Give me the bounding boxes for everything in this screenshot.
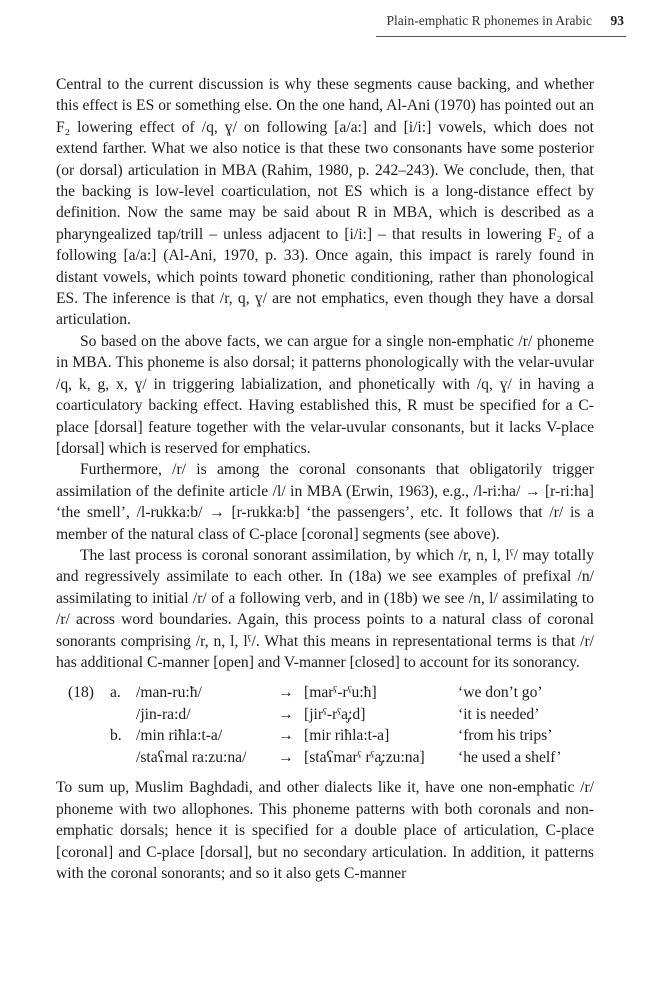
example-row bbox=[56, 682, 594, 704]
example-output: [mir riħla:t-a] bbox=[304, 727, 390, 745]
example-gloss: ‘it is needed’ bbox=[458, 705, 540, 723]
page-number: 93 bbox=[610, 13, 624, 28]
example-row bbox=[56, 704, 594, 726]
example-input: /min riħla:t-a/ bbox=[136, 727, 223, 745]
example-input: /jin-ra:d/ bbox=[136, 705, 191, 723]
example-gloss: ‘we don’t go’ bbox=[458, 684, 543, 702]
paragraph-1: Central to the current discussion is why these segments cause backing, and whether this effect is ES or something else. On the one hand, Al-Ani (1970) has pointed out an F₂ lowering effect of /q, ɣ/ on following [a/a:] and [i/i:] vowels, which does not extend farther. What we also notice is that these two consonants have some posterior (or dorsal) articulation in MBA (Rahim, 1980, p. 242–243). We conclude, then, that the backing is low-level coarticulation, not ES which is a long-distance effect by definition. Now the same may be said about R in MBA, which is described as a pharyngealized tap/trill – unless adjacent to [i/i:] – that results in lowering F₂ of a following [a/a:] (Al-Ani, 1970, p. 33). Once again, this impact is rarely found in distant vowels, which points toward phonetic conditioning, rather than phonological ES. The inference is that /r, q, ɣ/ are not emphatics, even though they have a dorsal articulation. bbox=[56, 76, 594, 329]
example-letter: b. bbox=[110, 727, 122, 745]
example-row bbox=[56, 725, 594, 747]
example-number: (18) bbox=[68, 684, 94, 702]
arrow-icon: → bbox=[278, 748, 294, 766]
example-input: /staʕmal ra:zu:na/ bbox=[136, 748, 247, 766]
paragraph-3: Furthermore, /r/ is among the coronal consonants that obligatorily trigger assimilation of the definite article /l/ in MBA (Erwin, 1963), e.g., /l-ri:ha/ → [r-ri:ha] ‘the smell’, /l-rukka:b/ → [r-rukka:b] ‘the passengers’, etc. It follows that /r/ is a member of the natural class of C-place [coronal] segments (see above). bbox=[56, 461, 594, 543]
example-output: [staʕmarˤ rˤa̡:zu:na] bbox=[304, 748, 425, 766]
example-input: /man-ru:ħ/ bbox=[136, 684, 202, 702]
example-18 bbox=[56, 682, 594, 769]
arrow-icon: → bbox=[278, 705, 294, 723]
paragraph-5: To sum up, Muslim Baghdadi, and other dialects like it, have one non-emphatic /r/ phoneme with two allophones. This phoneme patterns with both coronals and non-emphatic dorsals; hence it is specified for a double place of articulation, C-place [coronal] and C-place [dorsal], but no secondary articulation. In addition, it patterns with the coronal sonorants; and so it also gets C-manner bbox=[56, 779, 594, 882]
paragraph-4: The last process is coronal sonorant assimilation, by which /r, n, l, lˤ/ may totally and regressively assimilate to each other. In (18a) we see examples of prefixal /n/ assimilating to initial /r/ of a following verb, and in (18b) we see /n, l/ assimilating to /r/ across word boundaries. Again, this process points to a natural class of coronal sonorants comprising /r, n, l, lˤ/. What this means in representational terms is that /r/ has additional C-manner [open] and V-manner [closed] to account for its sonorancy. bbox=[56, 546, 594, 671]
example-output: [jirˤ-rˤa̡:d] bbox=[304, 705, 366, 723]
arrow-icon: → bbox=[278, 684, 294, 702]
example-letter: a. bbox=[110, 684, 121, 702]
example-output: [marˤ-rˤu:ħ] bbox=[304, 684, 377, 702]
example-gloss: ‘from his trips’ bbox=[458, 727, 553, 745]
running-header bbox=[56, 8, 626, 38]
paragraph-2: So based on the above facts, we can argue for a single non-emphatic /r/ phoneme in MBA. This phoneme is also dorsal; it patterns phonologically with the velar-uvular /q, k, g, x, ɣ/ in triggering labialization, and phonetically with /q, ɣ/ in having a coarticulatory backing effect. Having established this, R must be specified for a C-place [dorsal] feature together with the velar-uvular consonants, but it lacks V-place [dorsal] which is reserved for emphatics. bbox=[56, 332, 594, 457]
header-rule bbox=[376, 36, 626, 37]
example-gloss: ‘he used a shelf’ bbox=[458, 748, 562, 766]
arrow-icon: → bbox=[278, 727, 294, 745]
body-text bbox=[56, 74, 594, 884]
running-title: Plain-emphatic R phonemes in Arabic bbox=[386, 13, 592, 28]
example-row bbox=[56, 747, 594, 769]
